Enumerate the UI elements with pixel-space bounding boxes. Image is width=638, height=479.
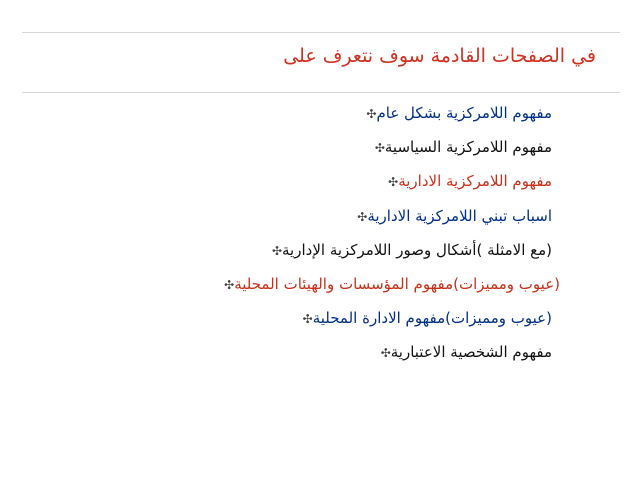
list-item-text: (عيوب ومميزات)مفهوم الادارة المحلية	[312, 309, 552, 328]
list-item-text: مفهوم اللامركزية الادارية	[398, 172, 552, 191]
list-item-text: اسباب تبني اللامركزية الادارية	[367, 206, 552, 225]
bullet-icon: ✣	[374, 141, 385, 156]
list-item	[190, 130, 552, 164]
bullet-icon: ✣	[302, 312, 313, 327]
bullet-icon: ✣	[380, 346, 391, 361]
list-item	[190, 233, 552, 267]
title-divider	[22, 92, 620, 93]
topic-list	[190, 96, 560, 370]
list-item-text: مفهوم الشخصية الاعتبارية	[390, 343, 552, 362]
list-item	[190, 199, 552, 233]
top-divider	[22, 32, 620, 33]
slide-title: في الصفحات القادمة سوف نتعرف على	[283, 45, 596, 67]
list-item	[190, 335, 552, 369]
bullet-icon: ✣	[366, 107, 377, 121]
list-item	[190, 96, 552, 130]
bullet-icon: ✣	[224, 277, 235, 292]
list-item-text: (مع الامثلة )أشكال وصور اللامركزية الإدارية	[282, 240, 552, 259]
bullet-icon: ✣	[271, 243, 283, 258]
bullet-icon: ✣	[357, 209, 368, 224]
list-item-text: مفهوم اللامركزية بشكل عام	[376, 104, 552, 122]
list-item	[190, 301, 552, 335]
list-item-text: مفهوم اللامركزية السياسية	[384, 138, 552, 157]
bullet-icon: ✣	[388, 175, 399, 190]
list-item	[190, 164, 552, 198]
list-item	[190, 267, 560, 301]
list-item-text: (عيوب ومميزات)مفهوم المؤسسات والهيئات المحلية	[234, 274, 560, 293]
